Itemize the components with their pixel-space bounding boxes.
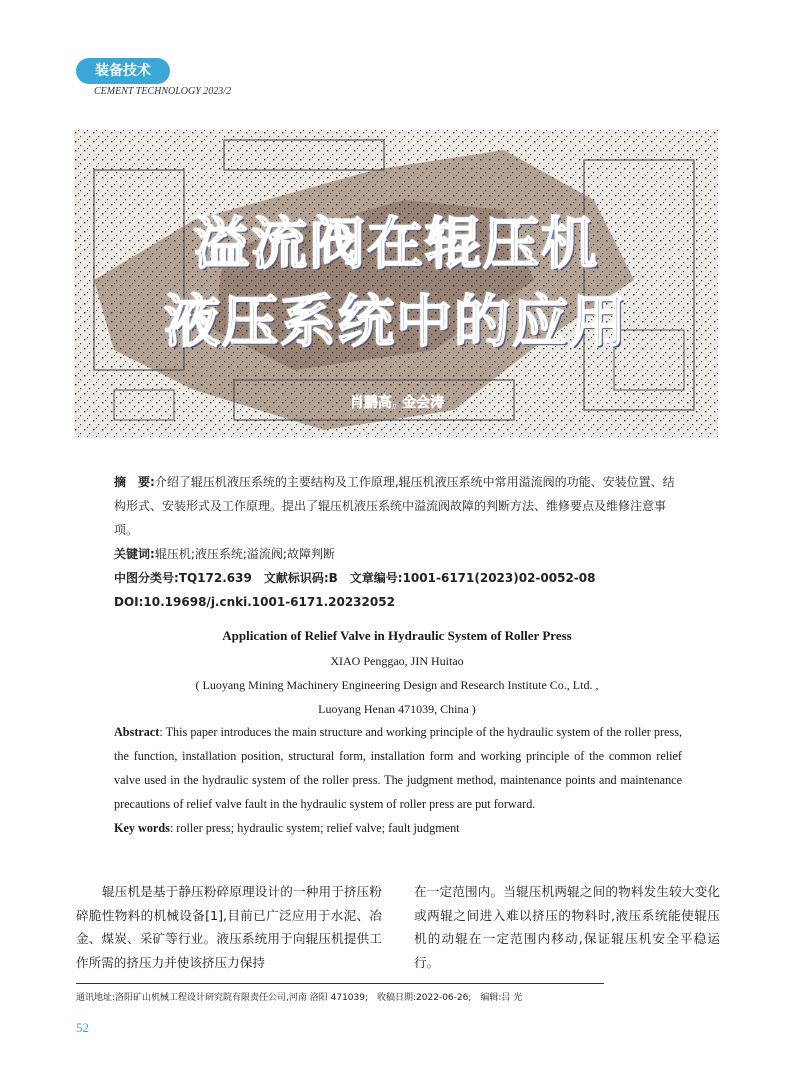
body-column-right: 在一定范围内。当辊压机两辊之间的物料发生较大变化或两辊之间进入难以挤压的物料时,液压系统能使辊压机的动辊在一定范围内移动,保证辊压机安全平稳运行。 [414, 884, 720, 970]
en-abstract-text: : This paper introduces the main structure and working principle of the hydraulic system of the roller press, the function, installation position, structural form, installation form and working principle of the common relief valve used in the hydraulic system of the roller press. The judgment method, maintenance points and maintenance precautions of relief valve fault in the hydraulic system of roller press are put forward. [114, 725, 682, 811]
journal-header: CEMENT TECHNOLOGY 2023/2 [94, 86, 232, 97]
cn-abstract-text: 介绍了辊压机液压系统的主要结构及工作原理,辊压机液压系统中常用溢流阀的功能、安装位置、结构形式、安装形式及工作原理。提出了辊压机液压系统中溢流阀故障的判断方法、维修要点及维修注意事项。 [114, 475, 675, 537]
affiliation-line2: Luoyang Henan 471039, China ) [318, 702, 476, 716]
en-keywords-label: Key words [114, 821, 170, 835]
banner-authors: 肖鹏高, 金会涛 [349, 395, 445, 411]
cn-keywords-label: 关键词: [114, 547, 155, 561]
cn-keywords-text: 辊压机;液压系统;溢流阀;故障判断 [154, 547, 335, 561]
en-abstract-label: Abstract [114, 725, 160, 739]
cn-abstract-label: 摘 要: [114, 475, 155, 489]
en-keywords-text: : roller press; hydraulic system; relief valve; fault judgment [169, 821, 460, 835]
classification-line: 中图分类号:TQ172.639 文献标识码:B 文章编号:1001-6171(2023)02-0052-08 [114, 571, 596, 585]
page-number: 52 [76, 1020, 89, 1035]
english-abstract [114, 720, 682, 840]
body-column-left: 辊压机是基于静压粉碎原理设计的一种用于挤压粉碎脆性物料的机械设备[1],目前已广泛应用于水泥、冶金、煤炭、采矿等行业。液压系统用于向辊压机提供工作所需的挤压力并使该挤压力保持 [76, 884, 382, 970]
cn-abstract-paragraph [114, 470, 682, 542]
footnote-divider [76, 983, 604, 984]
en-keywords [114, 816, 682, 840]
doi-line: DOI:10.19698/j.cnki.1001-6171.20232052 [114, 595, 395, 609]
banner-title-line2: 液压系统中的应用 [164, 290, 628, 355]
english-title: Application of Relief Valve in Hydraulic System of Roller Press [222, 628, 572, 643]
footnote: 通讯地址:洛阳矿山机械工程设计研究院有限责任公司,河南 洛阳 471039; 收稿日期:2022-06-26; 编辑:吕 光 [76, 993, 523, 1003]
cn-keywords [114, 542, 682, 566]
banner-title-line1: 溢流阀在辊压机 [193, 212, 599, 277]
section-tag: 装备技术 [76, 58, 170, 84]
english-authors: XIAO Penggao, JIN Huitao [330, 654, 464, 668]
affiliation-line1: ( Luoyang Mining Machinery Engineering Design and Research Institute Co., Ltd. , [195, 678, 599, 692]
chinese-abstract [114, 470, 682, 614]
en-abstract-paragraph [114, 720, 682, 816]
title-banner [74, 130, 718, 438]
